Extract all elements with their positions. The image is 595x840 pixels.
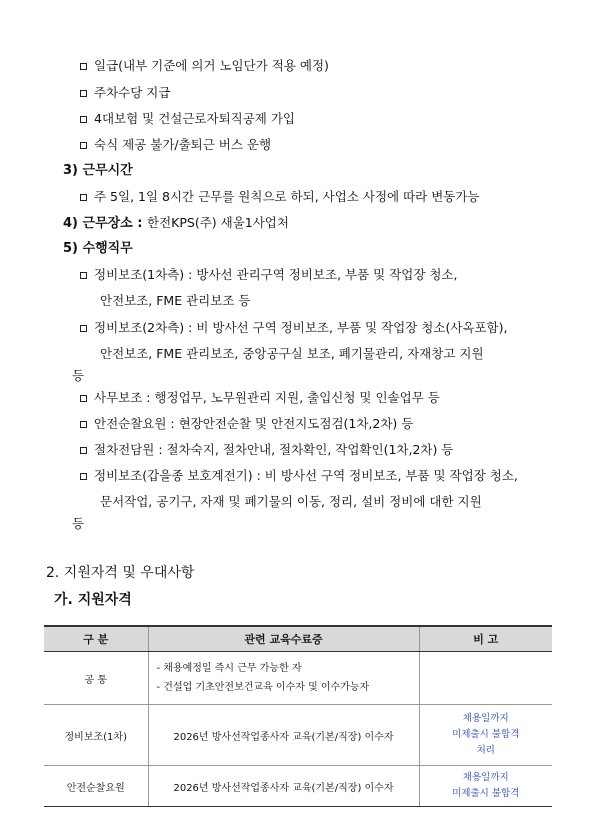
duty-relay-maintenance: 정비보조(갑을종 보호계전기) : 비 방사선 구역 정비보조, 부품 및 작업장 청소, [80,468,518,484]
duty-maintenance-secondary-end: 등 [72,368,85,383]
row-remarks [419,766,552,807]
remark-line: 채용일까지 [462,772,509,783]
row-remarks [419,652,552,705]
duty-maintenance-primary-cont: 안전보조, FME 관리보조 등 [100,293,251,308]
duty-relay-maintenance-end: 등 [72,516,85,531]
pay-item-lodging-bus: 숙식 제공 불가/출퇴근 버스 운행 [80,137,271,153]
header-certificate: 관련 교육수료증 [148,626,419,652]
remark-line: 처리 [476,745,495,756]
requirement-line: - 채용예정일 즉시 근무 가능한 자 [156,663,302,674]
duty-office-assist: 사무보조 : 행정업무, 노무원관리 지원, 출입신청 및 인솔업무 등 [80,390,440,406]
row-category: 안전순찰요원 [44,766,148,807]
duty-relay-maintenance-cont: 문서작업, 공기구, 자재 및 폐기물의 이동, 정리, 설비 정비에 대한 지원 [100,494,482,509]
remark-line: 채용일까지 [462,713,509,724]
place-value: 한전KPS(주) 새울1사업처 [147,215,289,230]
qualification-table [44,625,552,807]
remark-line: 미제출시 불합격 [452,788,520,799]
row-requirement [148,652,419,705]
table-row [44,652,552,705]
duty-safety-patrol: 안전순찰요원 : 현장안전순찰 및 안전지도점검(1차,2차) 등 [80,416,413,432]
pay-item-daily-wage: 일급(내부 기준에 의거 노임단가 적용 예정) [80,58,329,74]
place-heading: 4) 근무장소 : [63,216,147,231]
section-2-title: 2. 지원자격 및 우대사항 [46,565,195,581]
table-row [44,766,552,807]
requirement-line: - 건설업 기초안전보건교육 이수자 및 이수가능자 [156,682,370,693]
qualification-subtitle: 가. 지원자격 [54,592,132,608]
pay-item-insurance: 4대보험 및 건설근로자퇴직공제 가입 [80,111,295,127]
place-line [63,215,289,232]
table-row [44,705,552,766]
duty-procedure-staff: 절차전담원 : 절차숙지, 절차안내, 절차확인, 작업확인(1차,2차) 등 [80,442,453,458]
row-category: 정비보조(1차) [44,705,148,766]
duty-maintenance-secondary: 정비보조(2차측) : 비 방사선 구역 정비보조, 부품 및 작업장 청소(사옥포함), [80,320,507,336]
table-header-row [44,626,552,652]
row-remarks [419,705,552,766]
duties-heading: 5) 수행직무 [63,241,133,256]
hours-item: 주 5일, 1일 8시간 근무를 원칙으로 하되, 사업소 사정에 따라 변동가능 [80,189,480,205]
duty-maintenance-secondary-cont: 안전보조, FME 관리보조, 중앙공구실 보조, 폐기물관리, 자재창고 지원 [100,346,484,361]
header-remarks: 비 고 [419,626,552,652]
pay-item-weekly-allowance: 주차수당 지급 [80,85,170,101]
duty-maintenance-primary: 정비보조(1차측) : 방사선 관리구역 정비보조, 부품 및 작업장 청소, [80,267,458,283]
row-category: 공 통 [44,652,148,705]
remark-line: 미제출시 불합격 [452,729,520,740]
row-requirement: 2026년 방사선작업종사자 교육(기본/직장) 이수자 [148,766,419,807]
header-category: 구 분 [44,626,148,652]
row-requirement: 2026년 방사선작업종사자 교육(기본/직장) 이수자 [148,705,419,766]
hours-heading: 3) 근무시간 [63,163,133,178]
